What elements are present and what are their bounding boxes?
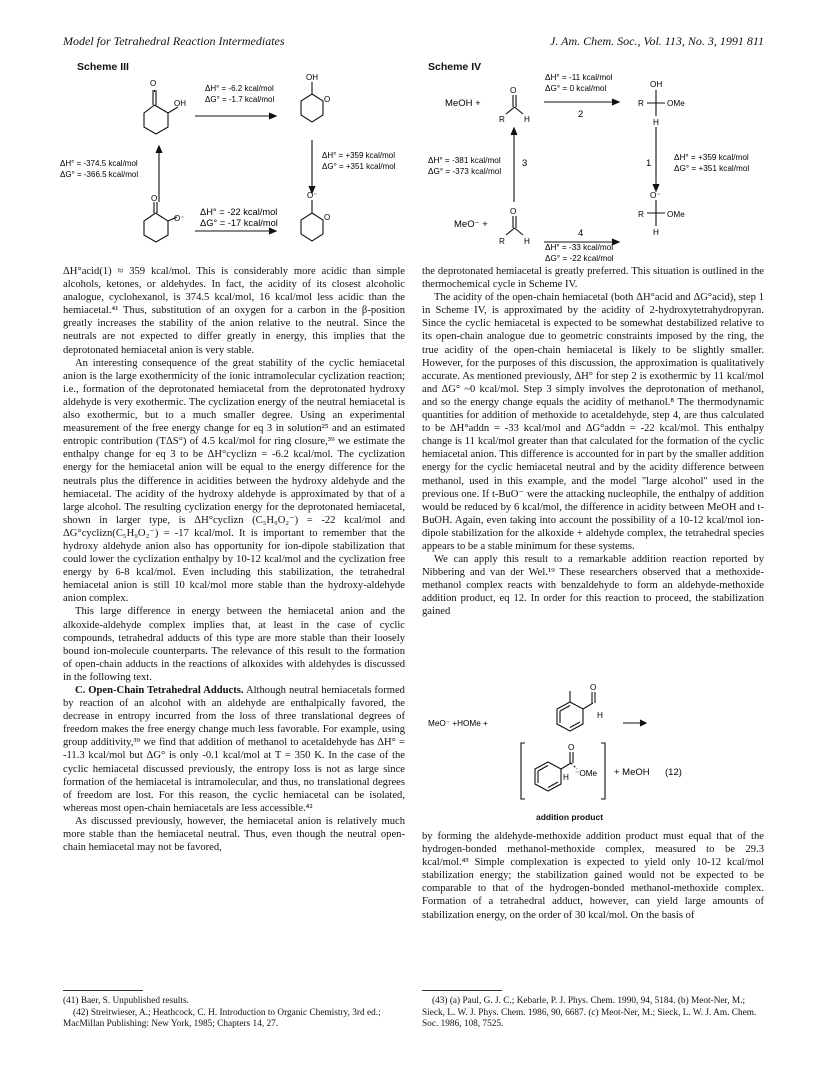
- equation-12-figure: [425, 683, 770, 808]
- s3-bottom-ring-o: O: [324, 213, 331, 222]
- s4-top-h2: H: [653, 118, 659, 127]
- eq12-plus-meoh: + MeOH: [614, 767, 650, 778]
- left-paragraph-4: [63, 684, 405, 815]
- s4-top-r: R: [499, 115, 505, 124]
- s3-cyclic-oh: OH: [306, 73, 318, 82]
- s3-right-dg: ΔG° = +351 kcal/mol: [322, 162, 396, 171]
- footnotes-left: [63, 996, 405, 1031]
- footnote-rule-right: [422, 990, 502, 991]
- right-paragraph-4: by forming the aldehyde-methoxide addition product must equal that of the hydrogen-bonded methanol-methoxide complex, measured to be 29.3 kcal/mol.⁴³ Simple complexation is expected to yield only 10-12 kcal/mol stabilization energy; the stabilization gained would not be expected to be comparable to that of the hydrogen-bonded methanol-methoxide complex. Formation of a tetrahedral adduct, however, can yield large amounts of stabilization energy, on the order of 30 kcal/mol. On the basis of: [422, 831, 764, 921]
- s4-bottom-r: R: [499, 237, 505, 246]
- footnote-42: (42) Streitwieser, A.; Heathcock, C. H. Introduction to Organic Chemistry, 3rd ed.; MacMillan Publishing: New York, 1985; Chapters 14, 27.: [63, 1007, 381, 1029]
- s4-step4: 4: [578, 228, 584, 239]
- s3-left-dg: ΔG° = -366.5 kcal/mol: [60, 170, 139, 179]
- s4-top-oh: OH: [650, 80, 663, 89]
- addition-product-label: addition product: [536, 812, 604, 822]
- right-paragraph-1: the deprotonated hemiacetal is greatly preferred. This situation is outlined in the thermochemical cycle in Scheme IV.: [422, 266, 764, 291]
- right-column-lower: [422, 830, 764, 922]
- left-column: [63, 265, 405, 854]
- s4-top-ome: OMe: [667, 99, 685, 108]
- s4-top-r2: R: [638, 99, 644, 108]
- s4-top-dh: ΔH° = -11 kcal/mol: [545, 73, 613, 82]
- s3-ring-o: O: [324, 95, 331, 104]
- s3-bottom-dg: ΔG° = -17 kcal/mol: [200, 218, 278, 228]
- s3-top-dg: ΔG° = -1.7 kcal/mol: [205, 95, 275, 104]
- s3-bottom-o: O: [151, 194, 158, 203]
- s4-bottom-ominus: O⁻: [650, 191, 661, 200]
- right-paragraph-3: We can apply this result to a remarkable addition reaction reported by Nibbering and van der Wel.¹⁹ These researchers observed that a methoxide-methanol complex reacts with benzaldehyde to form an aldehyde-methoxide addition product, eq 12. In order for this reaction to proceed, the stabilization gained: [422, 554, 764, 618]
- footnote-43: (43) (a) Paul, G. J. C.; Kebarle, P. J. Phys. Chem. 1990, 94, 5184. (b) Meot-Ner, M.; Sieck, L. W. J. Phys. Chem. 1986, 90, 6687. (c) Meot-Ner, M.; Sieck, L. W. J. Am. Chem. Soc. 1986, 108, 7525.: [422, 996, 757, 1029]
- s4-right-dh: ΔH° = +359 kcal/mol: [674, 153, 749, 162]
- s4-bottom-dh: ΔH° = -33 kcal/mol: [545, 243, 614, 252]
- scheme-iii-figure: [60, 62, 400, 260]
- left-paragraph-1: ΔH°acid(1) ≈ 359 kcal/mol. This is considerably more acidic than simple alcohols, ketones, or aldehydes. In fact, the acidity of its closest alcoholic analogue, cyclohexanol, is 374.5 kcal/mol, 16 kcal/mol less acidic than the hemiacetal.⁴¹ Thus, substitution of an oxygen for a carbon in the β-position greatly increases the stability of the anion relative to the neutral. Since the neutrals are not expected to differ greatly in energy, this implies that the deprotonated hemiacetal anion is very stable.: [63, 266, 405, 356]
- s4-bottom-h2: H: [653, 228, 659, 237]
- s4-bottom-r2: R: [638, 210, 644, 219]
- s4-right-dg: ΔG° = +351 kcal/mol: [674, 164, 750, 173]
- running-header-right: J. Am. Chem. Soc., Vol. 113, No. 3, 1991 811: [550, 34, 764, 48]
- s3-top-dh: ΔH° = -6.2 kcal/mol: [205, 84, 274, 93]
- s4-left-dg: ΔG° = -373 kcal/mol: [428, 167, 502, 176]
- eq12-product-o: O: [568, 743, 575, 752]
- running-header-left: Model for Tetrahedral Reaction Intermediates: [63, 34, 285, 48]
- s4-meo: MeO⁻ +: [454, 219, 488, 230]
- eq12-product-h: H: [563, 773, 569, 782]
- left-paragraph-3: This large difference in energy between the hemiacetal anion and the alkoxide-aldehyde complex implies that, at least in the case of cyclic compounds, tetrahedral adducts of this type are more stable than their loosely bound ion-molecule counterparts. The relevance of this result to the formation of open-chain adducts in the reactions of alkoxides with aldehydes is discussed in the following text.: [63, 606, 405, 683]
- s3-oh: OH: [174, 99, 186, 108]
- scheme-iv-title: Scheme IV: [428, 61, 482, 73]
- right-paragraph-2: The acidity of the open-chain hemiacetal (both ΔH°acid and ΔG°acid), step 1 in Scheme IV, is approximated by the acidity of 2-hydroxytetrahydropyran. Since the cyclic hemiacetal is expected to be somewhat destabilized relative to its open-chain analogue due to geometric constraints imposed by the ring, the true acidity of the open-chain hemiacetal is likely to be slightly smaller. However, for the purposes of this discussion, the approximation is qualitatively accurate. As mentioned previously, ΔH° for step 2 is exothermic by 11 kcal/mol and ΔG° ~0 kcal/mol. Step 3 simply involves the deprotonation of methanol, and so the energy change equals the acidity of methanol.⁸ The thermodynamic quantities for addition of methoxide to acetaldehyde, step 4, are thus calculated to be ΔH°addn = -33 kcal/mol and ΔG°addn = -22 kcal/mol. This enthalpy change is 11 kcal/mol greater than that calculated for the formation of the cyclic hemiacetal anion. This difference is accounted for in part by the smaller addition energy for the cyclic hemiacetal neutral and by the acidity difference between methanol, used in this example, and the model "large alcohol" used in the previous one. If t-BuO⁻ were the attacking nucleophile, the enthalpy of addition would be reduced by 6 kcal/mol, the difference in acidity between MeOH and t-BuOH. Again, even taking into account the possibility of a 10-12 kcal/mol ion-dipole stabilization for the alkoxide + aldehyde complex, the tetrahedral species appears to be a stable minimum for these systems.: [422, 292, 764, 552]
- s4-bottom-dg: ΔG° = -22 kcal/mol: [545, 254, 614, 263]
- s3-left-dh: ΔH° = -374.5 kcal/mol: [60, 159, 138, 168]
- s4-top-o: O: [510, 86, 517, 95]
- s4-top-dg: ΔG° = 0 kcal/mol: [545, 84, 607, 93]
- scheme-iii-title: Scheme III: [77, 61, 129, 73]
- s3-right-dh: ΔH° = +359 kcal/mol: [322, 151, 396, 160]
- s4-top-h: H: [524, 115, 530, 124]
- s3-carbonyl-o: O: [150, 79, 157, 88]
- left-paragraph-5: As discussed previously, however, the hemiacetal anion is relatively much more stable than the hemiacetal neutral. Thus, even though the neutral open-chain hemiacetal may not be favored,: [63, 815, 405, 854]
- eq12-reactant-o: O: [590, 683, 597, 692]
- eq12-number: (12): [665, 767, 682, 778]
- left-paragraph-4-body: Although neutral hemiacetals formed by reaction of an alcohol with an aldehyde are enthalpically favored, the decrease in entropy incurred from the loss of three translational degrees of freedom makes the free energy change much less favorable. For example, using group additivity,³⁹ we find that addition of methanol to acetaldehyde has ΔH° = -11.3 kcal/mol but ΔG° is only -0.1 kcal/mol at T = 350 K. In the case of the cyclic hemiacetal discussed previously, the entropy loss is not as large since formation of the hemiacetal is intramolecular, and thus, no translational degrees of freedom are lost. For this reason, the cyclic hemiacetal can be isolated, whereas most open-chain hemiacetals are less accessible.⁴²: [63, 685, 405, 814]
- scheme-iv-figure: [428, 72, 773, 263]
- s4-left-dh: ΔH° = -381 kcal/mol: [428, 156, 501, 165]
- footnote-rule-left: [63, 990, 143, 991]
- s3-bottom-ominus: O⁻: [174, 214, 185, 223]
- eq12-reactant-h: H: [597, 711, 603, 720]
- s4-step1: 1: [646, 158, 652, 169]
- left-paragraph-2: An interesting consequence of the great stability of the cyclic hemiacetal anion is the large exothermicity of the ionic intramolecular cyclization reaction; i.e., formation of the deprotonated hemiacetal from the deprotonated hydroxy aldehyde is very exothermic. The cyclization energy of the neutral hemiacetal is also exothermic, but to a much smaller degree. Using an experimental measurement of the free energy change for eq 3 in solution²⁵ and an estimated entropic contribution (TΔS°) of 4.5 kcal/mol for ring closure,³⁹ we estimate the enthalpy change for eq 3 to be ΔH°cyclizn = -6.2 kcal/mol. The cyclization energy for the hemiacetal anion will be equal to the energy difference for the neutrals plus the difference in acidities between the hydroxy aldehyde and the hemiacetal. The acidity of the hydroxy aldehyde is approximated by that of a large alcohol. The resulting cyclization energy for the deprotonated hemiacetal, shown in larger type, is ΔH°cyclizn (C₅H₉O₂⁻) = -22 kcal/mol and ΔG°cyclizn(C₅H₉O₂⁻) = -17 kcal/mol. It is important to remember that the hydroxy aldehyde anion also has opportunity for ion-dipole stabilization that could lower the cyclization enthalpy by 10-12 kcal/mol and the cyclization free energy by 6-8 kcal/mol. Even including this stabilization, the tetrahedral hemiacetal anion is still 10 kcal/mol more stable than the hydroxy-aldehyde anion complex.: [63, 357, 405, 605]
- eq12-reactants: MeO⁻ +HOMe +: [428, 719, 488, 728]
- footnote-41: (41) Baer, S. Unpublished results.: [63, 996, 189, 1006]
- s4-bottom-o: O: [510, 207, 517, 216]
- s3-cyclic-ominus: O⁻: [307, 191, 318, 200]
- right-column-upper: [422, 265, 764, 619]
- s4-step3: 3: [522, 158, 528, 169]
- s4-step2: 2: [578, 109, 584, 120]
- section-heading-c: C. Open-Chain Tetrahedral Adducts.: [75, 685, 244, 696]
- eq12-product-ome: ⁻OMe: [575, 769, 598, 778]
- s3-bottom-dh: ΔH° = -22 kcal/mol: [200, 207, 278, 217]
- footnotes-right: [422, 996, 764, 1031]
- s4-meoh: MeOH +: [445, 98, 481, 109]
- s4-bottom-h: H: [524, 237, 530, 246]
- s4-bottom-ome: OMe: [667, 210, 685, 219]
